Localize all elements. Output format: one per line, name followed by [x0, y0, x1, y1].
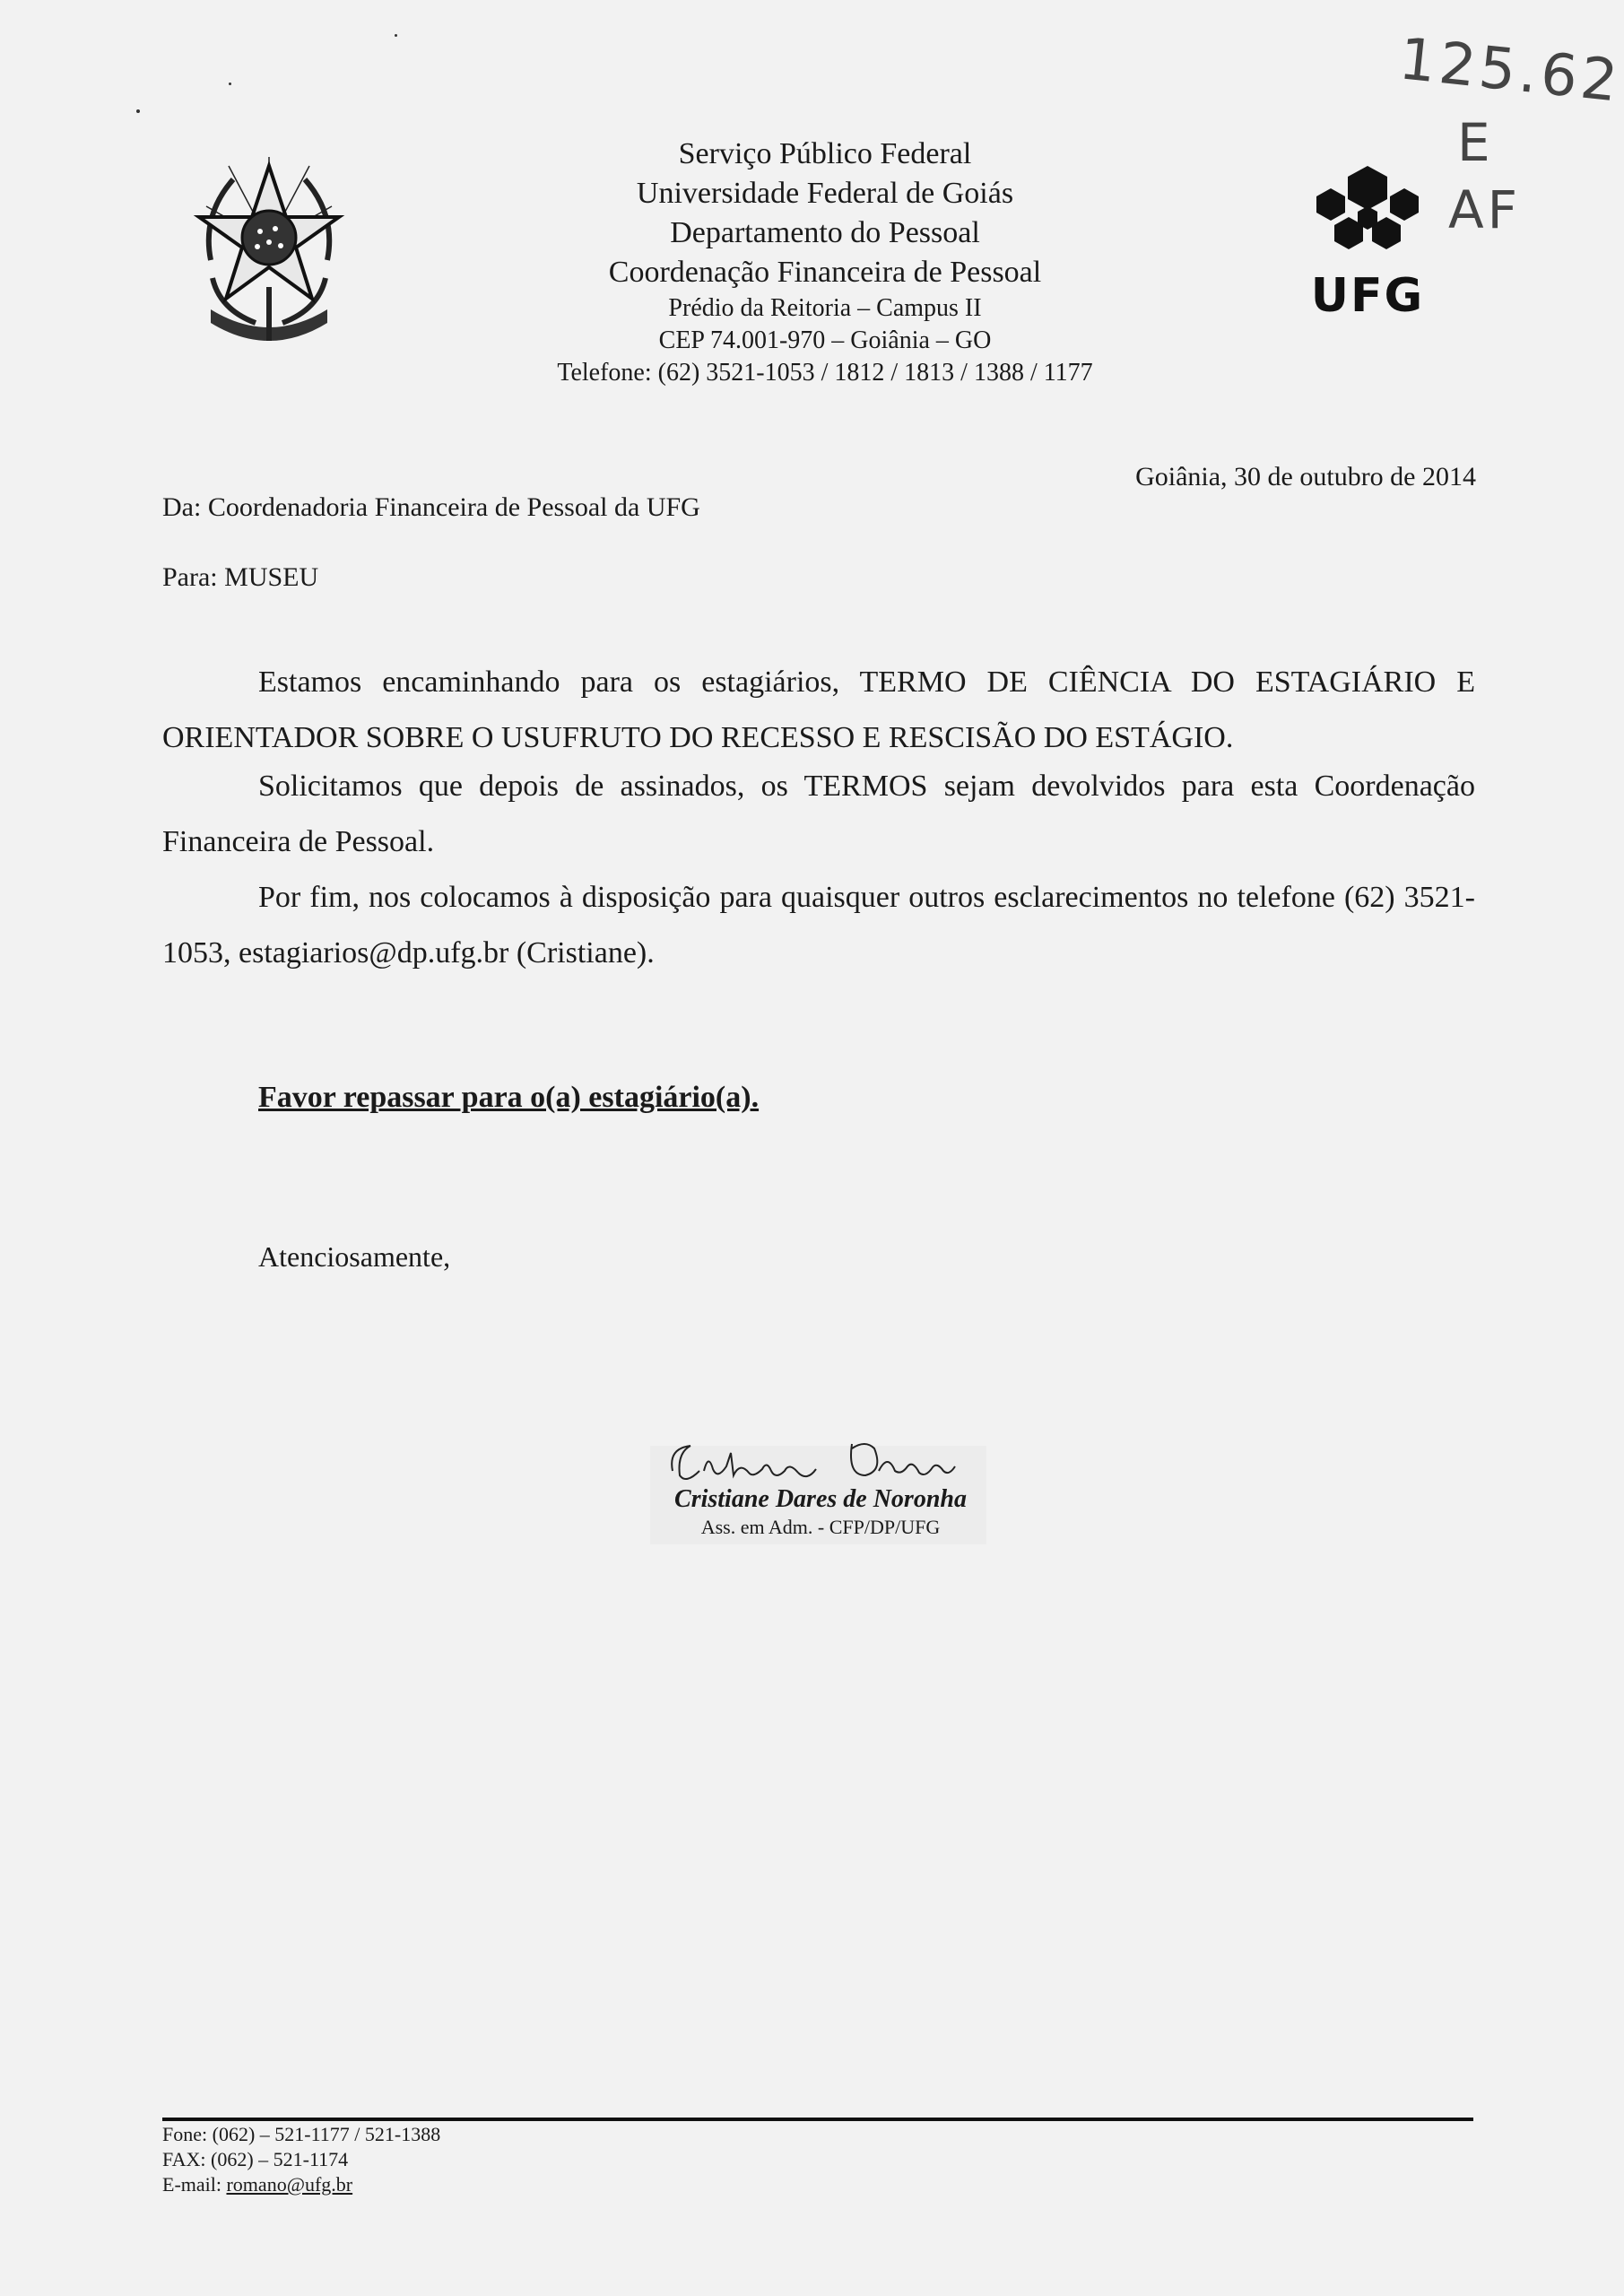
footer-email-link[interactable]: romano@ufg.br: [226, 2173, 353, 2196]
forward-notice: Favor repassar para o(a) estagiário(a).: [258, 1081, 760, 1114]
closing: Atenciosamente,: [258, 1240, 451, 1273]
footer-email-line: [162, 2172, 440, 2197]
signatory-name: Cristiane Dares de Noronha: [674, 1485, 967, 1513]
header-cep: CEP 74.001-970 – Goiânia – GO: [658, 326, 992, 354]
paragraph-1-text: Estamos encaminhando para os estagiários, TERMO DE CIÊNCIA DO ESTAGIÁRIO E ORIENTADOR SOBRE O USUFRUTO DO RECESSO E RESCISÃO DO ESTÁGIO.: [162, 665, 1475, 754]
coat-of-arms-icon: [193, 152, 345, 350]
ufg-logo-text: UFG: [1310, 269, 1425, 323]
footer-divider: [162, 2118, 1473, 2121]
footer-fax: FAX: (062) – 521-1174: [162, 2148, 349, 2170]
scan-speck: [395, 34, 397, 37]
scan-speck: [229, 83, 231, 85]
letter-to: Para: MUSEU: [162, 562, 319, 592]
footer-phone: Fone: (062) – 521-1177 / 521-1388: [162, 2123, 441, 2145]
header-phone: Telefone: (62) 3521-1053 / 1812 / 1813 / 1388 / 1177: [557, 359, 1093, 387]
header-building: Prédio da Reitoria – Campus II: [668, 294, 982, 322]
paragraph-2: [162, 759, 1475, 870]
paragraph-1: [162, 655, 1475, 766]
paragraph-2-text: Solicitamos que depois de assinados, os TERMOS sejam devolvidos para esta Coordenação Financeira de Pessoal.: [162, 770, 1475, 858]
letterhead: [502, 135, 1148, 389]
letter-from: Da: Coordenadoria Financeira de Pessoal da UFG: [162, 492, 700, 522]
footer-email-label: E-mail:: [162, 2173, 227, 2196]
signatory-role: Ass. em Adm. - CFP/DP/UFG: [700, 1516, 941, 1538]
handwritten-initials: AF: [1448, 179, 1522, 240]
header-coordination: Coordenação Financeira de Pessoal: [608, 256, 1042, 289]
header-university: Universidade Federal de Goiás: [636, 177, 1014, 210]
header-service: Serviço Público Federal: [678, 137, 972, 170]
header-department: Departamento do Pessoal: [670, 216, 980, 249]
handwritten-letter: E: [1457, 112, 1494, 173]
scan-speck: [136, 109, 140, 113]
footer: [162, 2122, 440, 2197]
paragraph-3: [162, 870, 1475, 981]
letter-date: Goiânia, 30 de outubro de 2014: [1135, 462, 1476, 491]
paragraph-3-text: Por fim, nos colocamos à disposição para quaisquer outros esclarecimentos no telefone (62) 3521-1053, estagiarios@dp.ufg.br (Cristiane).: [162, 881, 1475, 970]
handwritten-number: 125.62: [1395, 26, 1624, 116]
